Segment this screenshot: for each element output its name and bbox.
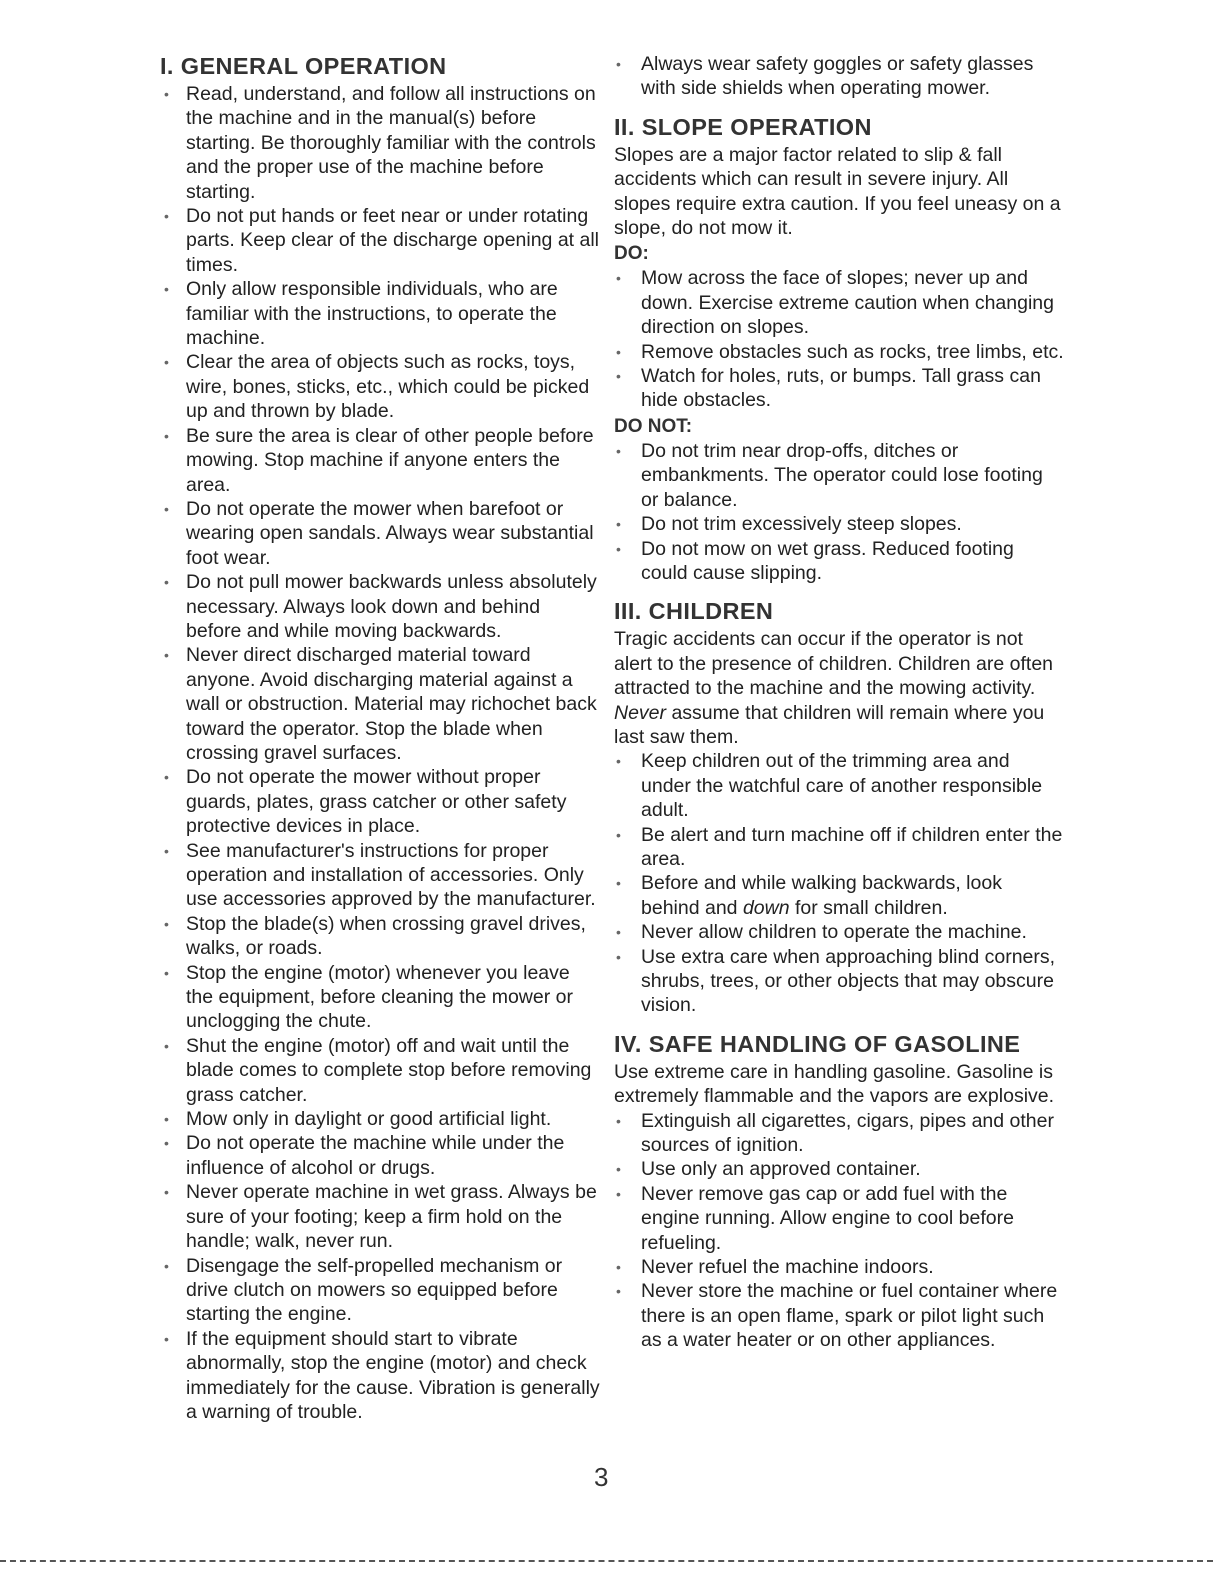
list-item: • Never refuel the machine indoors. xyxy=(614,1255,1064,1279)
children-intro-part-a: Tragic accidents can occur if the operator is not alert to the presence of children. Children are often attracted to the machine and the mowing activity. xyxy=(614,628,1054,700)
list-item: • Disengage the self-propelled mechanism or drive clutch on mowers so equipped before starting the engine. xyxy=(160,1254,600,1327)
left-column xyxy=(160,52,600,1424)
list-item: • Only allow responsible individuals, who are familiar with the instructions, to operate the machine. xyxy=(160,277,600,350)
list-item: • Do not put hands or feet near or under rotating parts. Keep clear of the discharge opening at all times. xyxy=(160,204,600,277)
gasoline-intro: Use extreme care in handling gasoline. Gasoline is extremely flammable and the vapors are explosive. xyxy=(614,1060,1055,1108)
section-general-operation-title: I. GENERAL OPERATION xyxy=(160,53,447,79)
list-item: • Use extra care when approaching blind corners, shrubs, trees, or other objects that may obscure vision. xyxy=(614,945,1064,1018)
list-item: • Never allow children to operate the machine. xyxy=(614,920,1064,944)
children-intro xyxy=(614,627,1064,749)
spacer xyxy=(614,101,1064,113)
list-item: • Stop the blade(s) when crossing gravel drives, walks, or roads. xyxy=(160,912,600,961)
section-gasoline-title: IV. SAFE HANDLING OF GASOLINE xyxy=(614,1030,1021,1057)
slope-intro: Slopes are a major factor related to slip & fall accidents which can result in severe injury. All slopes require extra caution. If you feel uneasy on a slope, do not mow it. xyxy=(614,143,1061,240)
list-item: • Clear the area of objects such as rocks, toys, wire, bones, sticks, etc., which could be picked up and thrown by blade. xyxy=(160,350,600,423)
gasoline-list xyxy=(614,1109,1064,1353)
spacer xyxy=(614,585,1064,597)
list-item: • Shut the engine (motor) off and wait until the blade comes to complete stop before removing grass catcher. xyxy=(160,1034,600,1107)
list-item: • Be alert and turn machine off if children enter the area. xyxy=(614,823,1064,872)
children-intro-part-b: assume that children will remain where you last saw them. xyxy=(614,701,1045,748)
general-operation-list xyxy=(160,82,600,1424)
general-operation-list-continued xyxy=(614,52,1064,101)
list-item-emphasis: down xyxy=(742,896,790,919)
children-intro-emphasis: Never xyxy=(614,701,667,724)
list-item: • Do not pull mower backwards unless absolutely necessary. Always look down and behind before and while moving backwards. xyxy=(160,570,600,643)
children-list xyxy=(614,749,1064,1017)
list-item: • See manufacturer's instructions for proper operation and installation of accessories. Only use accessories approved by the manufacturer. xyxy=(160,839,600,912)
list-item: • Stop the engine (motor) whenever you leave the equipment, before cleaning the mower or unclogging the chute. xyxy=(160,961,600,1034)
list-item: • Do not operate the mower without proper guards, plates, grass catcher or other safety protective devices in place. xyxy=(160,765,600,838)
page-number: 3 xyxy=(594,1462,609,1492)
list-item: • Mow across the face of slopes; never up and down. Exercise extreme caution when changing direction on slopes. xyxy=(614,266,1064,339)
list-item-part-b: for small children. xyxy=(789,896,948,919)
list-item: • Do not trim excessively steep slopes. xyxy=(614,512,1064,536)
list-item: • Keep children out of the trimming area and under the watchful care of another responsible adult. xyxy=(614,749,1064,822)
list-item: • Never remove gas cap or add fuel with the engine running. Allow engine to cool before refueling. xyxy=(614,1182,1064,1255)
list-item xyxy=(614,871,1064,920)
slope-do-list xyxy=(614,266,1064,412)
do-not-label: DO NOT: xyxy=(614,415,693,437)
list-item: • Never store the machine or fuel container where there is an open flame, spark or pilot light such as a water heater or on other appliances. xyxy=(614,1279,1064,1352)
list-item: • Mow only in daylight or good artificial light. xyxy=(160,1107,600,1131)
bottom-dashed-rule xyxy=(0,1560,1213,1562)
list-item-part-a: Before and while walking backwards, look behind and xyxy=(641,872,1002,919)
right-column xyxy=(614,52,1064,1353)
slope-do-not-list xyxy=(614,439,1064,585)
list-item: • If the equipment should start to vibrate abnormally, stop the engine (motor) and check immediately for the cause. Vibration is generally a warning of trouble. xyxy=(160,1327,600,1425)
list-item: • Never operate machine in wet grass. Always be sure of your footing; keep a firm hold on the handle; walk, never run. xyxy=(160,1180,600,1253)
do-label: DO: xyxy=(614,243,649,265)
list-item: • Do not trim near drop-offs, ditches or embankments. The operator could lose footing or balance. xyxy=(614,439,1064,512)
list-item: • Do not mow on wet grass. Reduced footing could cause slipping. xyxy=(614,537,1064,586)
list-item: • Watch for holes, ruts, or bumps. Tall grass can hide obstacles. xyxy=(614,364,1064,413)
spacer xyxy=(614,1018,1064,1030)
list-item: • Always wear safety goggles or safety glasses with side shields when operating mower. xyxy=(614,52,1064,101)
section-children-title: III. CHILDREN xyxy=(614,598,774,625)
section-slope-operation-title: II. SLOPE OPERATION xyxy=(614,113,872,140)
list-item: • Remove obstacles such as rocks, tree limbs, etc. xyxy=(614,340,1064,364)
list-item: • Do not operate the machine while under the influence of alcohol or drugs. xyxy=(160,1131,600,1180)
list-item: • Do not operate the mower when barefoot or wearing open sandals. Always wear substantial foot wear. xyxy=(160,497,600,570)
list-item: • Never direct discharged material toward anyone. Avoid discharging material against a wall or obstruction. Material may richochet back toward the operator. Stop the blade when crossing gravel surfaces. xyxy=(160,643,600,765)
list-item: • Read, understand, and follow all instructions on the machine and in the manual(s) before starting. Be thoroughly familiar with the controls and the proper use of the machine before starting. xyxy=(160,82,600,204)
list-item: • Use only an approved container. xyxy=(614,1157,1064,1181)
list-item: • Be sure the area is clear of other people before mowing. Stop machine if anyone enters the area. xyxy=(160,424,600,497)
list-item: • Extinguish all cigarettes, cigars, pipes and other sources of ignition. xyxy=(614,1109,1064,1158)
